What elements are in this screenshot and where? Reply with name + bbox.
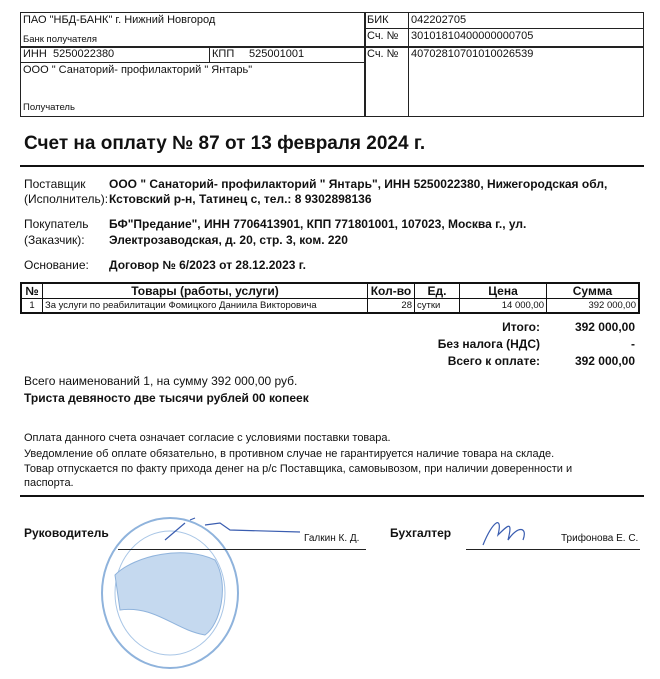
total-value: 392 000,00	[574, 320, 635, 334]
kpp-label: КПП	[212, 48, 235, 60]
col-qty: Кол-во	[368, 283, 415, 299]
basis-value: Договор № 6/2023 от 28.12.2023 г.	[109, 258, 306, 272]
buyer-label: Покупатель	[24, 217, 89, 231]
buyer-details-2: Электрозаводская, д. 20, стр. 3, ком. 220	[109, 233, 348, 247]
inn-label: ИНН	[23, 48, 47, 60]
head-name: Галкин К. Д.	[304, 533, 360, 544]
row-goods: За услуги по реабилитации Фомицкого Даниила Викторовича	[43, 299, 368, 314]
supplier-details-2: Кстовский р-н, Татинец с, тел.: 8 9302898136	[109, 192, 372, 206]
head-signature-line	[118, 549, 366, 550]
divider	[20, 165, 644, 167]
table-row	[21, 299, 639, 314]
accountant-name: Трифонова Е. С.	[561, 533, 639, 544]
note: паспорта.	[24, 477, 74, 489]
supplier-label: Поставщик	[24, 177, 86, 191]
col-unit: Ед.	[415, 283, 460, 299]
row-qty: 28	[368, 299, 415, 314]
total-label: Итого:	[502, 320, 540, 334]
basis-label: Основание:	[24, 258, 89, 272]
bank-name: ПАО "НБД-БАНК" г. Нижний Новгород	[23, 14, 216, 26]
kpp-value: 525001001	[249, 48, 305, 60]
tax-value: -	[631, 337, 635, 351]
col-number: №	[21, 283, 43, 299]
head-signature	[160, 515, 310, 545]
bik-value: 042202705	[411, 14, 467, 26]
recipient-label: Получатель	[23, 102, 75, 113]
head-label: Руководитель	[24, 526, 109, 540]
bank-label: Банк получателя	[23, 34, 97, 45]
col-goods: Товары (работы, услуги)	[43, 283, 368, 299]
row-unit: сутки	[415, 299, 460, 314]
note: Оплата данного счета означает согласие с условиями поставки товара.	[24, 432, 391, 444]
row-number: 1	[21, 299, 43, 314]
supplier-details: ООО " Санаторий- профилакторий " Янтарь", ИНН 5250022380, Нижегородская обл,	[109, 177, 608, 191]
due-value: 392 000,00	[574, 354, 635, 368]
buyer-details: БФ"Предание", ИНН 7706413901, КПП 771801001, 107023, Москва г., ул.	[109, 217, 527, 231]
divider	[20, 495, 644, 497]
supplier-label-2: (Исполнитель):	[24, 192, 109, 206]
row-sum: 392 000,00	[547, 299, 640, 314]
items-count-summary: Всего наименований 1, на сумму 392 000,00 руб.	[24, 374, 298, 388]
col-price: Цена	[460, 283, 547, 299]
accountant-signature-line	[466, 549, 640, 550]
col-sum: Сумма	[547, 283, 640, 299]
amount-in-words: Триста девяносто две тысячи рублей 00 копеек	[24, 391, 309, 405]
account-value: 40702810701010026539	[411, 48, 534, 60]
note: Уведомление об оплате обязательно, в противном случае не гарантируется наличие товара на складе.	[24, 448, 555, 460]
items-table	[20, 282, 640, 314]
note: Товар отпускается по факту прихода денег на р/с Поставщика, самовывозом, при наличии доверенности и	[24, 463, 573, 475]
buyer-label-2: (Заказчик):	[24, 233, 85, 247]
tax-label: Без налога (НДС)	[437, 337, 540, 351]
accountant-signature	[478, 515, 538, 551]
recipient-name: ООО " Санаторий- профилакторий " Янтарь"	[23, 64, 253, 76]
due-label: Всего к оплате:	[447, 354, 540, 368]
inn-value: 5250022380	[53, 48, 115, 60]
account-label: Сч. №	[367, 48, 399, 60]
bank-details-block	[20, 12, 644, 117]
corr-account-value: 30101810400000000705	[411, 30, 534, 42]
table-header-row	[21, 283, 639, 299]
accountant-label: Бухгалтер	[390, 526, 452, 540]
invoice-title: Счет на оплату № 87 от 13 февраля 2024 г.	[24, 133, 426, 154]
row-price: 14 000,00	[460, 299, 547, 314]
bik-label: БИК	[367, 14, 389, 26]
corr-account-label: Сч. №	[367, 30, 399, 42]
